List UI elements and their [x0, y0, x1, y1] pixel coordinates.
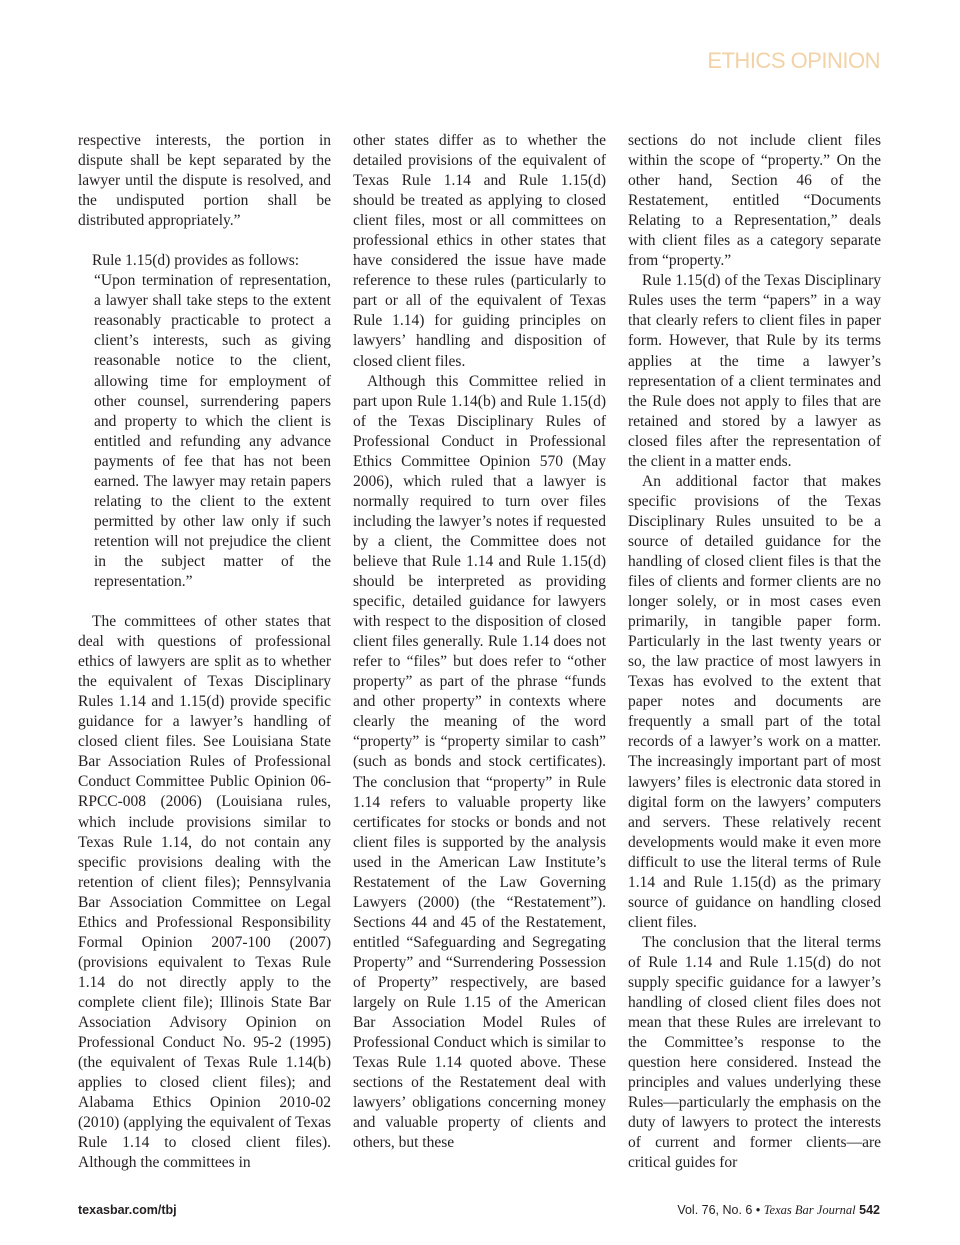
footer-journal-title: Texas Bar Journal	[763, 1203, 856, 1217]
paragraph: sections do not include client files within the scope of “property.” On the other hand, Section 46 of the Restatement, entitled “Documents Relating to a Representation,” deals with client files as a category separate from “property.”	[628, 132, 881, 270]
footer-citation	[677, 1203, 880, 1218]
paragraph: Rule 1.15(d) provides as follows:	[92, 252, 300, 270]
page-number: 542	[859, 1203, 880, 1217]
paragraph: other states differ as to whether the detailed provisions of the equivalent of Texas Rule 1.14 and Rule 1.15(d) should be treated as applying to closed client files, most or all committees on professional ethics in other states that have considered the issue have made reference to these rules (particularly to part or all of the equivalent of Texas Rule 1.14) for guiding principles on lawyers’ handling and disposition of closed client files.	[353, 132, 606, 370]
footer-site-url: texasbar.com/tbj	[78, 1203, 177, 1217]
section-label: ETHICS OPINION	[707, 48, 880, 73]
paragraph: An additional factor that makes specific provisions of the Texas Disciplinary Rules unsuited to be a source of detailed guidance for the handling of closed client files is that the files of clients and former clients are no longer solely, or in most cases even primarily, in tangible paper form. Particularly in the last twenty years or so, the law practice of most lawyers in Texas has evolved to the extent that paper notes and documents are frequently a small part of the total records of a lawyer’s work on a matter. The increasingly important part of most lawyers’ files is electronic data stored in digital form on the lawyers’ computers and servers. These relatively recent developments would make it even more difficult to use the literal terms of Rule 1.14 and Rule 1.15(d) as the primary source of guidance on handling closed client files.	[628, 472, 881, 931]
block-quote: “Upon termination of representation, a lawyer shall take steps to the extent reasonably practicable to protect a client’s interests, such as giving reasonable notice to the client, allowing time for employment of other counsel, surrendering papers and property to which the client is entitled and refunding any advance payments of fee that has not been earned. The lawyer may retain papers relating to the client to the extent permitted by other law only if such retention will not prejudice the client in the subject matter of the representation.”	[94, 272, 331, 590]
paragraph: Although this Committee relied in part upon Rule 1.14(b) and Rule 1.15(d) of the Texas Disciplinary Rules of Professional Conduct in Professional Ethics Committee Opinion 570 (May 2006), which ruled that a lawyer is normally required to turn over files including the lawyer’s notes if requested by a client, the Committee does not believe that Rule 1.14 and Rule 1.15(d) should be interpreted as providing specific, detailed guidance for lawyers with respect to the disposition of closed client files generally. Rule 1.14 does not refer to “files” but does refer to “other property” as part of the phrase “funds and other property” in contexts where clearly the meaning of the word “property” is “property similar to cash” (such as bonds and stock certificates). The conclusion that “property” in Rule 1.14 refers to valuable property like certificates for stocks or bonds and not client files is supported by the analysis used in the American Law Institute’s Restatement of the Law Governing Lawyers (2000) (the “Restatement”). Sections 44 and 45 of the Restatement, entitled “Safeguarding and Segregating Property” and “Surrendering Possession of Property” respectively, are based largely on Rule 1.15 of the American Bar Association Model Rules of Professional Conduct which is similar to Texas Rule 1.14 quoted above. These sections of the Restatement deal with lawyers’ obligations concerning money and valuable property of clients and others, but these	[353, 372, 606, 1152]
footer-bullet: •	[755, 1203, 761, 1217]
paragraph: respective interests, the portion in dispute shall be kept separated by the lawyer until the dispute is resolved, and the undisputed portion shall be distributed appropriately.”	[78, 132, 331, 230]
paragraph: The conclusion that the literal terms of Rule 1.14 and Rule 1.15(d) do not supply specific guidance for a lawyer’s handling of closed client files does not mean that these Rules are irrelevant to the Committee’s response to the question here considered. Instead the principles and values underlying these Rules—particularly the emphasis on the duty of lawyers to protect the interests of current and former clients—are critical guides for	[628, 933, 881, 1172]
text-column-1	[78, 131, 331, 1173]
text-column-2	[353, 131, 606, 1153]
paragraph: Rule 1.15(d) of the Texas Disciplinary Rules uses the term “papers” in a way that clearly refers to client files in paper form. However, that Rule by its terms applies at the time a lawyer’s representation of a client terminates and the Rule does not apply to files that are retained and stored by a lawyer as closed files after the representation of the client in a matter ends.	[628, 272, 881, 470]
text-column-3	[628, 131, 881, 1173]
footer-volume: Vol. 76, No. 6	[677, 1203, 753, 1217]
paragraph: The committees of other states that deal with questions of professional ethics of lawyers are split as to whether the equivalent of Texas Disciplinary Rules 1.14 and 1.15(d) provide specific guidance for a lawyer’s handling of closed client files. See Louisiana State Bar Association Rules of Professional Conduct Committee Public Opinion 06-RPCC-008 (2006) (Louisiana rules, which include provisions similar to Texas Rule 1.14, do not contain any specific provisions dealing with the retention of client files); Pennsylvania Bar Association Committee on Legal Ethics and Professional Responsibility Formal Opinion 2007-100 (2007) (provisions equivalent to Texas Rule 1.14 do not directly apply to the complete client file); Illinois State Bar Association Advisory Opinion on Professional Conduct No. 95-2 (1995) (the equivalent of Texas Rule 1.14(b) applies to closed client files); and Alabama Ethics Opinion 2010-02 (2010) (applying the equivalent of Texas Rule 1.14 to closed client files). Although the committees in	[78, 613, 331, 1172]
